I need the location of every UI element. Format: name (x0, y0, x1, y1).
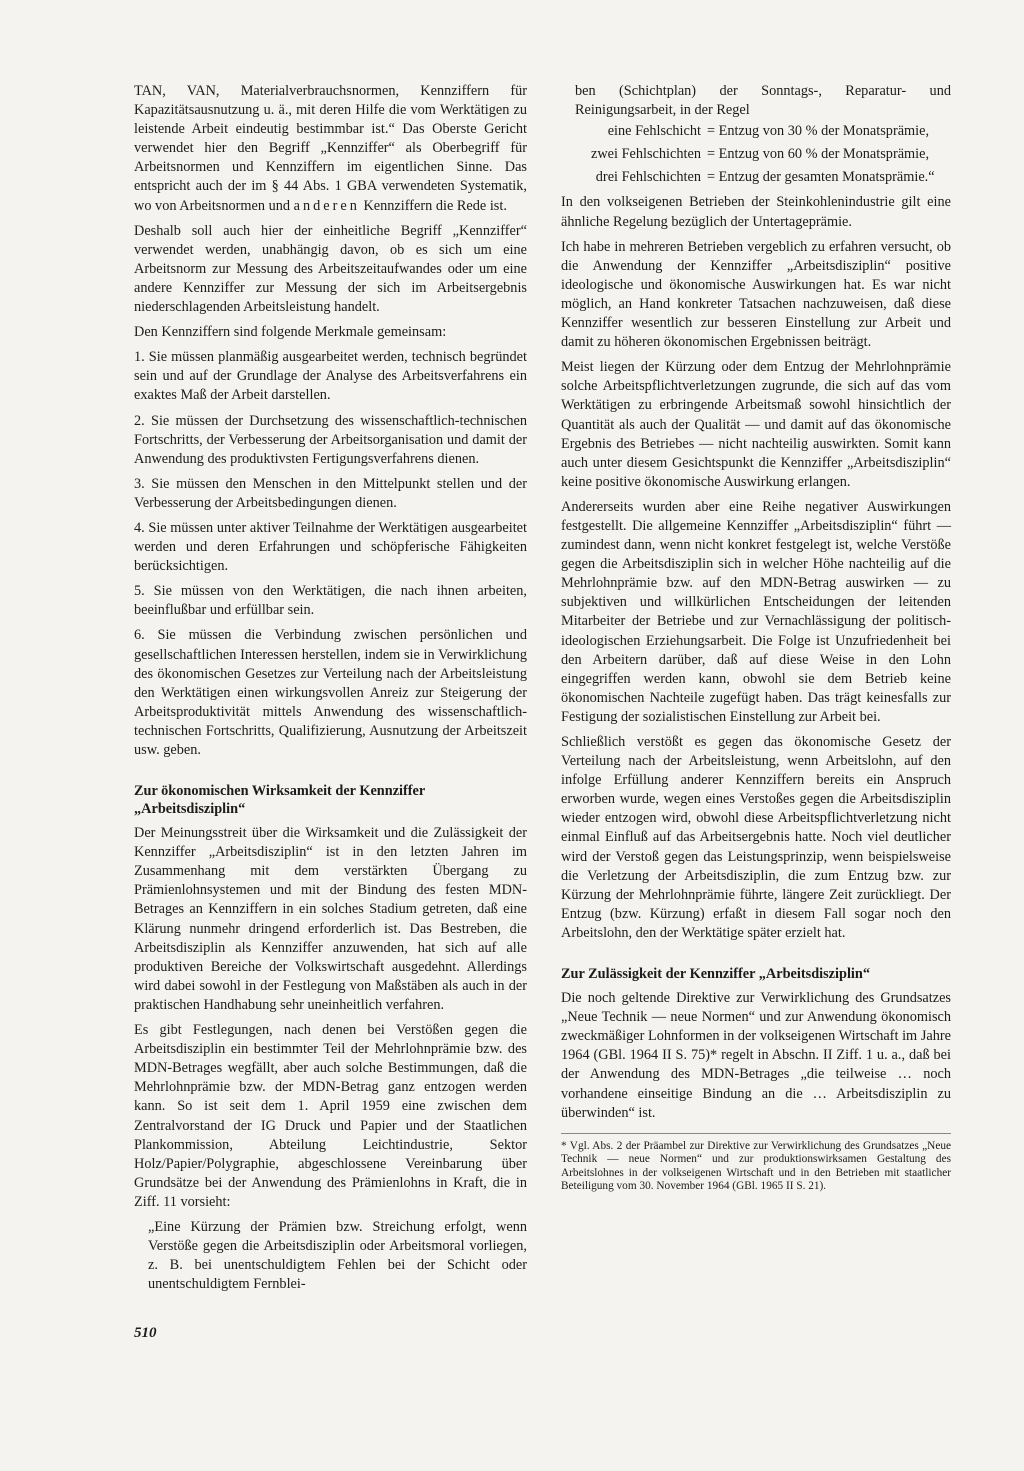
penalty-value: = Entzug von 30 % der Monatsprämie, (707, 123, 930, 140)
list-item: 6. Sie müssen die Verbindung zwischen persönlichen und gesellschaftlichen Interessen herstellen, indem sie in Verwirklichung des ökonomischen Gesetzes zur Verteilung nach der Arbeitsleistung den Werktätigen einen wirkungsvollen Anreiz zur Steigerung der Arbeitsproduktivität mittels Anwendung des wissenschaftlich-technischen Fortschritts, Qualifizierung, Ausnutzung der Arbeitszeit usw. geben. (134, 627, 527, 758)
section-heading: Zur Zulässigkeit der Kennziffer „Arbeitsdisziplin“ (561, 966, 870, 983)
penalty-table (561, 122, 951, 187)
page-number: 510 (134, 1325, 157, 1341)
penalty-row (561, 168, 951, 187)
list-item: 2. Sie müssen der Durchsetzung des wissenschaftlich-technischen Fortschritts, der Verbesserung der Arbeitsorganisation und damit der Anwendung des produktivsten Fertigungsverfahrens dienen. (134, 412, 527, 467)
paragraph: Den Kennziffern sind folgende Merkmale gemeinsam: (134, 324, 447, 341)
left-column (134, 82, 527, 1294)
right-column (561, 82, 951, 1193)
section-heading: Zur ökonomischen Wirksamkeit der Kennziffer „Arbeitsdisziplin“ (134, 783, 426, 818)
footnote: * Vgl. Abs. 2 der Präambel zur Direktive zur Verwirklichung des Grundsatzes „Neue Technik — neue Normen“ und zur produktionswirksamen Gestaltung des Arbeitslohnes in der volkseigenen Wirtschaft und in den Betrieben mit staatlicher Beteiligung vom 30. November 1964 (GBl. 1965 II S. 21). (561, 1133, 951, 1194)
paragraph: Deshalb soll auch hier der einheitliche Begriff „Kennziffer“ verwendet werden, unabhängig davon, ob es sich um eine Arbeitsnorm zur Messung des Arbeitszeitaufwandes oder um eine andere Kennziffer zur Messung der sich im Arbeitsergebnis niederschlagenden Arbeitsleistung handelt. (134, 222, 527, 316)
paragraph: Meist liegen der Kürzung oder dem Entzug der Mehrlohnprämie solche Arbeitspflichtverletzungen zugrunde, die sich auf das vom Werktätigen zu erbringende Arbeitsmaß sowohl hinsichtlich der Quantität als auch der Qualität — und damit auf das ökonomische Ergebnis des Betriebes — nicht nachteilig auswirkten. Somit kann auch unter diesem Gesichtspunkt die Kennziffer „Arbeitsdisziplin“ keine positive ökonomische Auswirkung erlangen. (561, 359, 951, 490)
paragraph: In den volkseigenen Betrieben der Steinkohlenindustrie gilt eine ähnliche Regelung bezüglich der Untertageprämie. (561, 194, 951, 230)
spaced-emphasis: anderen (293, 197, 360, 214)
paragraph: Andererseits wurden aber eine Reihe negativer Auswirkungen festgestellt. Die allgemeine Kennziffer „Arbeitsdisziplin“ führt — zumindest dann, wenn nicht konkret festgelegt ist, welche Verstöße gegen die Arbeitsdisziplin sich in welcher Höhe nachteilig auf die Mehrlohnprämie bzw. auf den MDN-Betrag auswirken — zu subjektiven und willkürlichen Entscheidungen der leitenden Mitarbeiter der Betriebe und zur Vernachlässigung der politisch-ideologischen Erziehungsarbeit. Die Folge ist Unzufriedenheit bei den Arbeitern darüber, daß auf diese Weise in den Lohn eingegriffen werden kann, obwohl sie dem Betrieb keine ökonomischen Nachteile zugefügt haben. Das trägt keinesfalls zur Festigung der sozialistischen Einstellung zur Arbeit bei. (561, 498, 951, 725)
paragraph: Der Meinungsstreit über die Wirksamkeit und die Zulässigkeit der Kennziffer „Arbeitsdisziplin“ ist in den letzten Jahren im Zusammenhang mit dem verstärkten Übergang zu Prämienlohnsystemen und mit der Bindung des festen MDN-Betrages an Kennziffern in ein solches Stadium getreten, daß eine Klärung nunmehr dringend erforderlich ist. Das Bestreben, die Arbeitsdisziplin als Kennziffer anzuwenden, hat sich auf alle produktiven Bereiche der Volkswirtschaft ausgedehnt. Allerdings wird dabei sowohl in der Festlegung von Maßstäben als auch in der praktischen Handhabung sehr uneinheitlich verfahren. (134, 825, 527, 1013)
list-item: 3. Sie müssen den Menschen in den Mittelpunkt stellen und der Verbesserung der Arbeitsbedingungen dienen. (134, 475, 527, 511)
penalty-row (561, 122, 951, 141)
penalty-value: = Entzug von 60 % der Monatsprämie, (707, 146, 930, 163)
paragraph: Schließlich verstößt es gegen das ökonomische Gesetz der Verteilung nach der Arbeitsleistung, wenn Arbeitslohn, auf den infolge Erfüllung anderer Kennziffern bereits ein Anspruch erworben wurde, wegen eines Verstoßes gegen die Arbeitsdisziplin wieder entzogen wird, obwohl diese Arbeitspflichtverletzung nicht einmal Einfluß auf das Arbeitsergebnis hatte. Noch viel deutlicher wird der Verstoß gegen das Leistungsprinzip, wenn beispielsweise die Verletzung der Arbeitsdisziplin, die zum Entzug bzw. zur Kürzung der Mehrlohnprämie führte, längere Zeit zurückliegt. Der Entzug (bzw. Kürzung) erfaßt in diesem Fall sogar noch den Arbeitslohn, den der Werktätige später erzielt hat. (561, 734, 951, 941)
paragraph: Es gibt Festlegungen, nach denen bei Verstößen gegen die Arbeitsdisziplin ein bestimmter Teil der Mehrlohnprämie bzw. des MDN-Betrages wegfällt, aber auch solche Bestimmungen, daß die Mehrlohnprämie bzw. der MDN-Betrag ganz entzogen werden kann. So ist seit dem 1. April 1959 eine zwischen dem Zentralvorstand der IG Druck und Papier und der Staatlichen Plankommission, Abteilung Leichtindustrie, Sektor Holz/Papier/Polygraphie, abgeschlossene Vereinbarung über Grundsätze bei der Anwendung des Prämienlohns in Kraft, die in Ziff. 11 vorsieht: (134, 1022, 527, 1210)
penalty-label: zwei Fehlschichten (591, 146, 701, 163)
paragraph: Die noch geltende Direktive zur Verwirklichung des Grundsatzes „Neue Technik — neue Normen“ und zur Anwendung ökonomisch zweckmäßiger Lohnformen in der volkseigenen Wirtschaft im Jahre 1964 (GBl. 1964 II S. 75)* regelt in Abschn. II Ziff. 1 u. a., daß bei der Anwendung des MDN-Betrages „die teilweise … noch vorhandene einseitige Bindung an die … Arbeitsdisziplin zu überwinden“ ist. (561, 990, 951, 1121)
quotation-continued: ben (Schichtplan) der Sonntags-, Reparatur- und Reinigungsarbeit, in der Regel (575, 83, 951, 119)
quotation: „Eine Kürzung der Prämien bzw. Streichung erfolgt, wenn Verstöße gegen die Arbeitsdisziplin oder Arbeitsmoral vorliegen, z. B. bei unentschuldigtem Fehlen bei der Schicht oder unentschuldigtem Fernblei- (148, 1218, 527, 1293)
penalty-row (561, 145, 951, 164)
penalty-label: eine Fehlschicht (607, 123, 701, 140)
penalty-value: = Entzug der gesamten Monatsprämie.“ (707, 169, 935, 186)
list-item: 1. Sie müssen planmäßig ausgearbeitet werden, technisch begründet sein und auf der Grundlage der Analyse des Arbeitsverfahrens ein exaktes Maß der Arbeit darstellen. (134, 349, 527, 404)
penalty-label: drei Fehlschichten (595, 169, 701, 186)
paragraph: Ich habe in mehreren Betrieben vergeblich zu erfahren versucht, ob die Anwendung der Kennziffer „Arbeitsdisziplin“ positive ideologische und ökonomische Auswirkungen hat. Es war nicht möglich, an Hand konkreter Tatsachen nachzuweisen, daß diese Kennziffer wesentlich zur besseren Einstellung zur Arbeit und damit zu höheren ökonomischen Ergebnissen beiträgt. (561, 238, 951, 351)
list-item: 4. Sie müssen unter aktiver Teilnahme der Werktätigen ausgearbeitet werden und deren Erfahrungen und schöpferische Fähigkeiten berücksichtigen. (134, 519, 527, 575)
paragraph: TAN, VAN, Materialverbrauchsnormen, Kennziffern für Kapazitätsausnutzung u. ä., mit deren Hilfe die vom Werktätigen zu leistende Arbeit eindeutig bestimmbar ist.“ Das Oberste Gericht verwendet hier den Begriff „Kennziffer“ als Oberbegriff für Arbeitsnormen und Kennziffern im eigentlichen Sinne. Das entspricht auch der im § 44 Abs. 1 GBA verwendeten Systematik, wo von Arbeitsnormen und anderen Kennziffern die Rede ist. (134, 83, 527, 214)
list-item: 5. Sie müssen von den Werktätigen, die nach ihnen arbeiten, beeinflußbar und erfüllbar sein. (134, 583, 527, 619)
